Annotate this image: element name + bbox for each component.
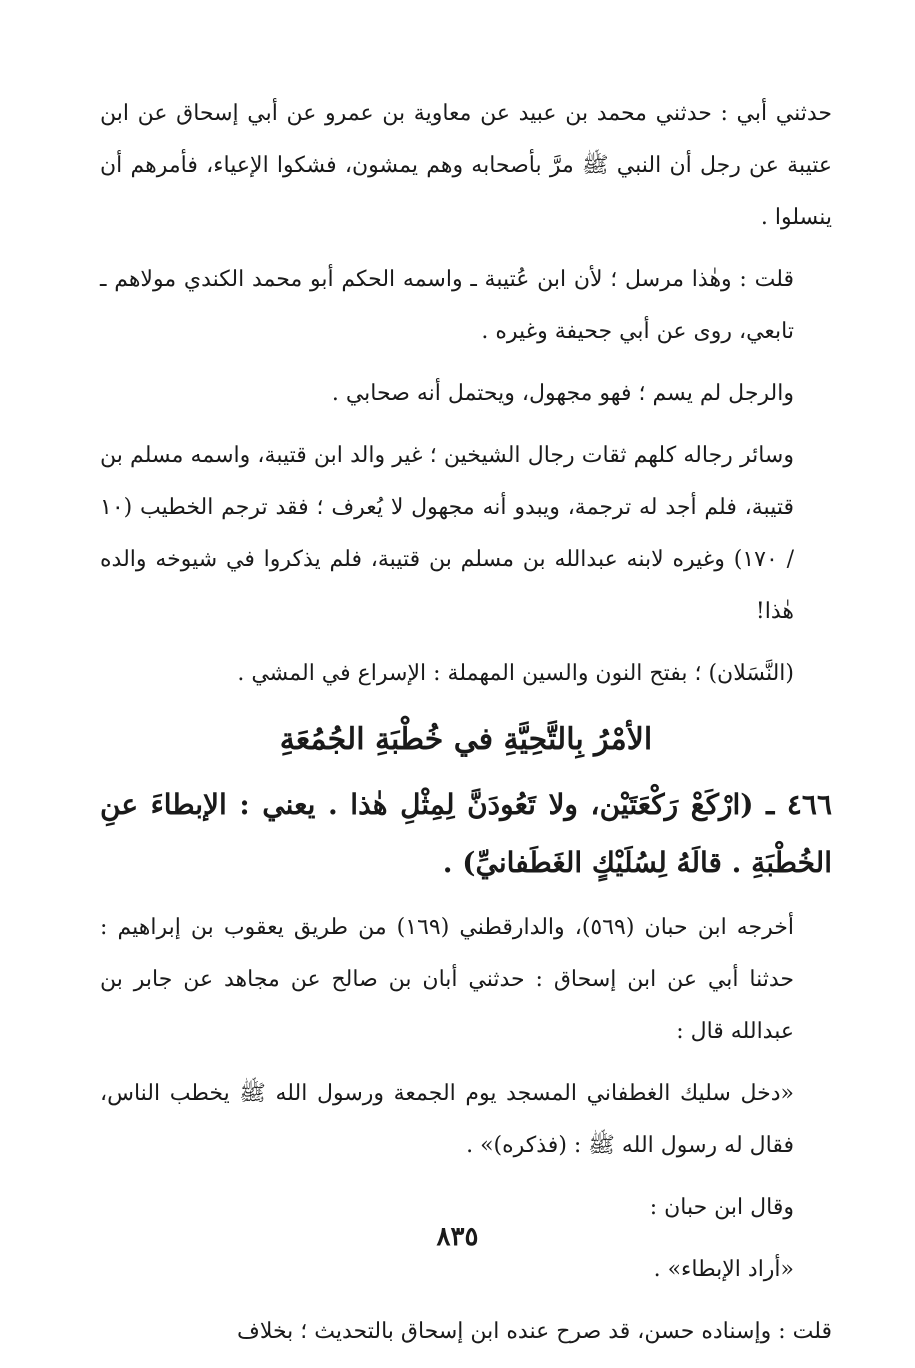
paragraph-ibn-hibban: وقال ابن حبان : xyxy=(649,1195,794,1220)
section-heading: الأمْرُ بِالتَّحِيَّةِ في خُطْبَةِ الجُمُعَةِ xyxy=(279,722,653,757)
paragraph-narrators: وسائر رجاله كلهم ثقات رجال الشيخين ؛ غير والد ابن قتيبة، واسمه مسلم بن قتيبة، فلم أجد له ترجمة، ويبدو أنه مجهول لا يُعرف ؛ فقد ترجم الخطيب (١٠ / ١٧٠) وغيره لابنه عبدالله بن مسلم بن قتيبة، فلم يذكروا في شيوخه والده هٰذا! xyxy=(100,443,795,624)
page-number: ٨٣٥ xyxy=(436,1222,479,1252)
paragraph-chain-of-narration: حدثني أبي : حدثني محمد بن عبيد عن معاوية بن عمرو عن أبي إسحاق عن ابن عتيبة عن رجل أن النبي ﷺ مرَّ بأصحابه وهم يمشون، فشكوا الإعياء، فأمرهم أن ينسلوا . xyxy=(100,101,832,230)
paragraph-definition: (النَّسَلان) ؛ بفتح النون والسين المهملة : الإسراع في المشي . xyxy=(237,661,794,686)
paragraph-unknown-man: والرجل لم يسم ؛ فهو مجهول، ويحتمل أنه صحابي . xyxy=(331,381,794,406)
hadith-text: ٤٦٦ ـ (ارْكَعْ رَكْعَتَيْن، ولا تَعُودَنَّ لِمِثْلِ هٰذا . يعني : الإبطاءَ عنِ الخُطْبَةِ . قالَهُ لِسُلَيْكٍ الغَطَفانيِّ) . xyxy=(100,788,832,879)
paragraph-takhrij: أخرجه ابن حبان (٥٦٩)، والدارقطني (١٦٩) من طريق يعقوب بن إبراهيم : حدثنا أبي عن ابن إسحاق : حدثني أبان بن صالح عن مجاهد عن جابر بن عبدالله قال : xyxy=(100,915,795,1044)
paragraph-mursal-note: قلت : وهٰذا مرسل ؛ لأن ابن عُتيبة ـ واسمه الحكم أبو محمد الكندي مولاهم ـ تابعي، روى عن أبي جحيفة وغيره . xyxy=(100,267,794,344)
paragraph-ibn-hibban-quote: «أراد الإبطاء» . xyxy=(653,1257,794,1282)
page-body xyxy=(100,88,832,1368)
paragraph-conclusion: قلت : وإسناده حسن، قد صرح عنده ابن إسحاق بالتحديث ؛ بخلاف xyxy=(237,1319,832,1344)
paragraph-quote: «دخل سليك الغطفاني المسجد يوم الجمعة ورسول الله ﷺ يخطب الناس، فقال له رسول الله ﷺ : (فذكره)» . xyxy=(100,1081,794,1158)
